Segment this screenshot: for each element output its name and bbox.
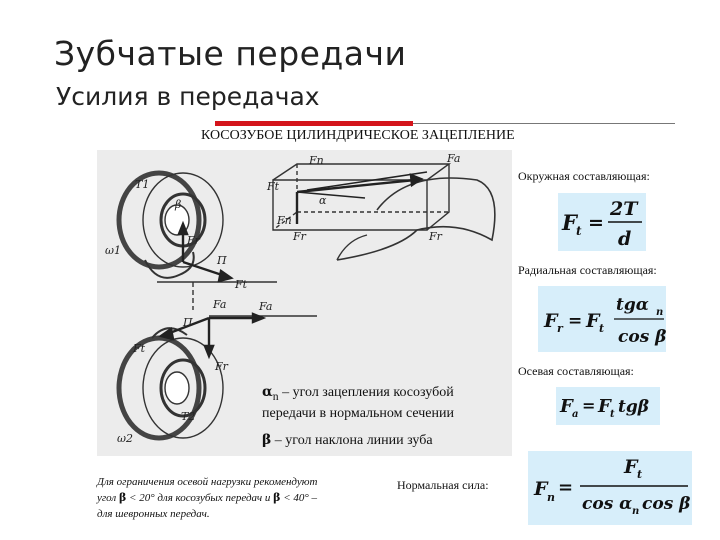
figure-label: β <box>175 198 182 211</box>
formula-symbol: F <box>586 310 600 332</box>
alpha-caption <box>262 384 502 422</box>
formula-numerator: 2T <box>610 198 638 220</box>
figure-label: Fa <box>447 152 461 165</box>
formula-denominator: cos α <box>582 494 633 514</box>
normal-force-label: Нормальная сила: <box>397 478 489 492</box>
formula-subscript: t <box>637 468 643 481</box>
figure-label: Ft <box>133 342 146 355</box>
formula-subscript: r <box>557 322 563 335</box>
beta-caption <box>262 432 433 449</box>
beta-text: – угол наклона линии зуба <box>271 433 433 448</box>
formula-fa <box>556 387 660 425</box>
formula-denominator: cos β <box>618 327 666 347</box>
divider-line <box>413 123 675 124</box>
figure-label: Fr <box>215 360 228 373</box>
recommendation-note <box>97 474 362 522</box>
formula-term: tgβ <box>618 397 650 417</box>
note-line: < 20° для косозубых передач и <box>129 492 271 504</box>
accent-rule <box>215 121 413 126</box>
beta-symbol: β <box>262 432 272 448</box>
formula-fr <box>538 286 666 352</box>
figure-label: Fr <box>429 230 442 243</box>
note-line: угол <box>97 492 117 504</box>
formula-numerator: F <box>624 456 638 478</box>
figure-label: ω1 <box>105 244 121 257</box>
figure-label: Ft <box>267 180 280 193</box>
formula-symbol: F <box>534 478 548 500</box>
figure-label: Fn <box>309 154 324 167</box>
formula-symbol: F <box>544 310 558 332</box>
formula-subscript: n <box>656 307 664 318</box>
page-title: Зубчатые передачи <box>54 34 407 73</box>
figure-label: Fn <box>277 214 292 227</box>
note-line: Для ограничения осевой нагрузки рекомендуют <box>97 476 318 488</box>
formula-symbol: F <box>598 396 611 417</box>
formula-ft <box>558 193 646 251</box>
formula-fn <box>528 451 692 525</box>
formula-subscript: t <box>576 224 582 238</box>
formula-denominator: d <box>618 228 632 250</box>
formula-denominator: cos β <box>642 494 691 514</box>
formula-subscript: n <box>547 491 555 504</box>
alpha-text: – угол зацепления косозубой передачи в нормальном сечении <box>262 385 454 421</box>
section-heading: КОСОЗУБОЕ ЦИЛИНДРИЧЕСКОЕ ЗАЦЕПЛЕНИЕ <box>201 128 515 143</box>
figure-label: α <box>319 194 327 207</box>
figure-label: T2 <box>181 410 196 423</box>
axial-label: Осевая составляющая: <box>518 364 634 378</box>
page-subtitle: Усилия в передачах <box>56 82 320 111</box>
svg-text:=: = <box>558 477 574 498</box>
figure-label: Fa <box>213 298 227 311</box>
figure-label: Ft <box>235 278 248 291</box>
circumferential-label: Окружная составляющая: <box>518 169 650 183</box>
radial-label: Радиальная составляющая: <box>518 263 657 277</box>
figure-label: Fr <box>293 230 306 243</box>
formula-subscript: n <box>632 506 640 517</box>
alpha-subscript: n <box>272 389 279 403</box>
formula-subscript: a <box>572 409 579 420</box>
alpha-symbol: α <box>262 384 273 400</box>
note-line: < 40° – <box>283 492 318 504</box>
note-line: для шевронных передач. <box>97 508 210 520</box>
figure-label: Fr <box>187 234 200 247</box>
formula-symbol: F <box>562 210 577 235</box>
formula-numerator: tgα <box>616 295 649 315</box>
figure-label: T1 <box>135 178 150 191</box>
beta-symbol: β <box>118 491 127 504</box>
figure-label: Fa <box>259 300 273 313</box>
formula-subscript: t <box>599 322 605 335</box>
figure-label: П <box>183 316 193 329</box>
svg-text:=: = <box>568 311 583 331</box>
formula-symbol: F <box>560 396 573 417</box>
figure-label: ω2 <box>117 432 133 445</box>
formula-subscript: t <box>610 409 615 420</box>
figure-label: П <box>217 254 227 267</box>
beta-symbol: β <box>273 491 281 504</box>
svg-text:=: = <box>588 212 604 234</box>
svg-text:=: = <box>582 396 596 415</box>
